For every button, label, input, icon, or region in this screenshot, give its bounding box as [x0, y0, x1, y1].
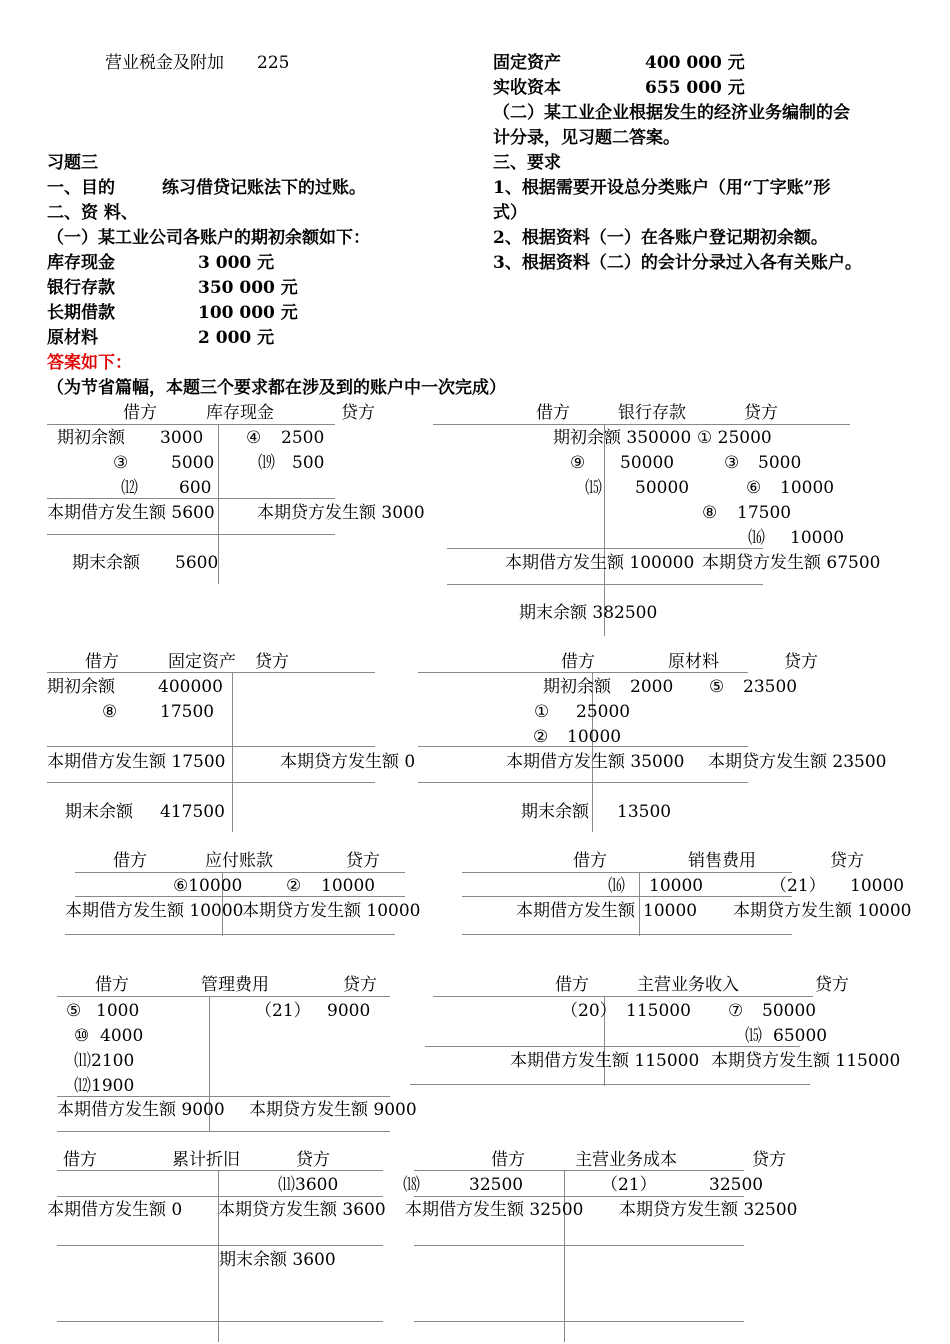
entry-ref: 期初余额	[47, 677, 115, 697]
entry-amount: 25000	[576, 702, 631, 722]
account-name: 管理费用	[201, 975, 269, 995]
account-name: 主营业务收入	[637, 975, 739, 995]
entry-ref: ③	[724, 453, 740, 473]
credit-label: 贷方	[815, 975, 849, 995]
credit-total: 本期贷方发生额 10000	[733, 901, 912, 921]
paid-in-capital-value: 655 000 元	[645, 78, 745, 98]
entry-ref: （20）	[561, 1001, 617, 1021]
debit-total: 本期借方发生额 0	[47, 1200, 183, 1220]
entry-ref: （21）	[770, 876, 826, 896]
t-account-balance-line	[410, 1084, 810, 1085]
credit-total: 本期贷方发生额 115000	[711, 1051, 901, 1071]
balance-name: 库存现金	[47, 253, 115, 273]
credit-total: 本期贷方发生额 10000	[242, 901, 421, 921]
entry-amount: 32500	[709, 1175, 764, 1195]
entry-amount: 17500	[737, 503, 792, 523]
t-account-balance-line	[418, 782, 748, 783]
account-name: 销售费用	[688, 851, 756, 871]
t-account-top-line	[47, 672, 375, 673]
entry-ref: ①	[534, 702, 550, 722]
entry-amount: 50000	[762, 1001, 817, 1021]
t-account-total-line	[57, 1096, 390, 1097]
entry-amount: 50000	[620, 453, 675, 473]
t-account-top-line	[57, 1170, 383, 1171]
balance-value: 3 000 元	[198, 253, 275, 273]
entry-ref: ⑦	[728, 1001, 744, 1021]
t-account-balance-line	[462, 934, 792, 935]
answer-label: 答案如下：	[47, 353, 132, 373]
t-account-bottom-line	[414, 1321, 744, 1322]
credit-label: 贷方	[784, 652, 818, 672]
answer-note: （为节省篇幅，本题三个要求都在涉及到的账户中一次完成）	[47, 378, 506, 398]
credit-total: 本期贷方发生额 3000	[257, 503, 425, 523]
t-account-balance-line	[47, 782, 375, 783]
paid-in-capital-label: 实收资本	[493, 78, 561, 98]
balance-value: 350 000 元	[198, 278, 298, 298]
entry-amount: 32500	[469, 1175, 524, 1195]
balance-name: 原材料	[47, 328, 98, 348]
entry-ref: ⑤	[66, 1001, 82, 1021]
entry-ref: ⑨	[570, 453, 586, 473]
t-account-top-line	[462, 872, 792, 873]
t-account-total-line	[447, 548, 763, 549]
entry-ref: ⑾3600	[278, 1175, 339, 1195]
entry-ref: ⒆	[258, 453, 275, 473]
t-account-divider	[639, 872, 640, 936]
entry-ref: ⑿1900	[74, 1076, 135, 1096]
note-line-2: 计分录，见习题二答案。	[493, 128, 680, 148]
entry-ref: ②	[533, 727, 549, 747]
entry-amount: 10000	[780, 478, 835, 498]
goal-text: 练习借贷记账法下的过账。	[162, 178, 366, 198]
credit-label: 贷方	[255, 652, 289, 672]
entry-ref: ⒂	[745, 1026, 762, 1046]
account-name: 主营业务成本	[575, 1150, 677, 1170]
entry-ref: ④	[246, 428, 262, 448]
entry-ref: ① 25000	[697, 428, 772, 448]
debit-label: 借方	[63, 1150, 97, 1170]
entry-amount: 1000	[96, 1001, 140, 1021]
debit-total: 本期借方发生额 100000	[505, 553, 695, 573]
debit-total: 本期借方发生额 10000	[65, 901, 244, 921]
t-account-balance-line	[65, 934, 395, 935]
entry-amount: 500	[292, 453, 325, 473]
tax-value: 225	[257, 53, 290, 73]
entry-amount: 10000	[790, 528, 845, 548]
entry-amount: 4000	[100, 1026, 144, 1046]
credit-label: 贷方	[744, 403, 778, 423]
entry-ref: ⑾2100	[74, 1051, 135, 1071]
account-name: 累计折旧	[172, 1150, 240, 1170]
credit-label: 贷方	[343, 975, 377, 995]
material-sub-1: （一）某工业公司各账户的期初余额如下：	[47, 228, 370, 248]
entry-ref: 期初余额 350000	[553, 428, 692, 448]
t-account-bottom-line	[57, 1321, 383, 1322]
entry-ref: ②	[286, 876, 302, 896]
entry-amount: 23500	[743, 677, 798, 697]
debit-label: 借方	[555, 975, 589, 995]
ending-balance-value: 13500	[617, 802, 672, 822]
account-name: 银行存款	[618, 403, 686, 423]
credit-label: 贷方	[346, 851, 380, 871]
ending-balance-value: 5600	[175, 553, 219, 573]
entry-ref: ⑧	[702, 503, 718, 523]
entry-ref: 期初余额	[57, 428, 125, 448]
debit-total: 本期借方发生额 17500	[47, 752, 226, 772]
ending-balance-label: 期末余额	[521, 802, 589, 822]
requirement-3: 3、根据资料（二）的会计分录过入各有关账户。	[493, 253, 862, 273]
debit-total: 本期借方发生额 115000	[510, 1051, 700, 1071]
entry-amount: 10000	[321, 876, 376, 896]
entry-ref: ⒃	[608, 876, 625, 896]
balance-name: 长期借款	[47, 303, 115, 323]
entry-amount: 17500	[160, 702, 215, 722]
entry-amount: 10000	[850, 876, 905, 896]
debit-total: 本期借方发生额 5600	[47, 503, 215, 523]
credit-label: 贷方	[752, 1150, 786, 1170]
entry-ref: ⑥	[746, 478, 762, 498]
t-account-total-line	[47, 746, 375, 747]
credit-total: 本期贷方发生额 9000	[249, 1100, 417, 1120]
credit-total: 本期贷方发生额 32500	[619, 1200, 798, 1220]
t-account-balance-line	[57, 1131, 390, 1132]
entry-amount: 3000	[160, 428, 204, 448]
debit-total: 本期借方发生额	[516, 901, 635, 921]
entry-ref: ⒃	[748, 528, 765, 548]
requirement-1-line-1: 1、根据需要开设总分类账户（用“丁字账”形	[493, 178, 831, 198]
entry-ref: ⑤	[709, 677, 725, 697]
credit-total: 本期贷方发生额 23500	[708, 752, 887, 772]
debit-total-value: 10000	[643, 901, 698, 921]
t-account-total-line	[462, 896, 792, 897]
debit-total: 本期借方发生额 32500	[405, 1200, 584, 1220]
entry-amount: 400000	[158, 677, 223, 697]
credit-label: 贷方	[341, 403, 375, 423]
entry-ref: ⑩	[74, 1026, 90, 1046]
t-account-top-line	[57, 996, 390, 997]
goal-label: 一、目的	[47, 178, 115, 198]
entry-amount: 50000	[635, 478, 690, 498]
entry-amount: 115000	[626, 1001, 691, 1021]
entry-amount: 2000	[630, 677, 674, 697]
entry-amount: 65000	[773, 1026, 828, 1046]
requirements-heading: 三、要求	[493, 153, 561, 173]
entry-amount: 10000	[649, 876, 704, 896]
entry-ref: ⒂	[585, 478, 602, 498]
credit-total: 本期贷方发生额 3600	[218, 1200, 386, 1220]
ending-balance-value: 417500	[160, 802, 225, 822]
entry-ref: 期初余额	[543, 677, 611, 697]
balance-value: 100 000 元	[198, 303, 298, 323]
entry-ref: ⑿	[121, 478, 138, 498]
tax-label: 营业税金及附加	[105, 53, 224, 73]
t-account-total-line	[47, 498, 335, 499]
debit-total: 本期借方发生额 35000	[506, 752, 685, 772]
entry-ref: ⑧	[102, 702, 118, 722]
entry-amount: 600	[179, 478, 212, 498]
credit-total: 本期贷方发生额 0	[280, 752, 416, 772]
t-account-balance-line	[47, 534, 335, 535]
t-account-top-line	[433, 996, 813, 997]
t-account-total-line	[57, 1196, 383, 1197]
debit-total: 本期借方发生额 9000	[57, 1100, 225, 1120]
entry-amount: 5000	[171, 453, 215, 473]
t-account-total-line	[75, 896, 405, 897]
materials-heading: 二、资 料、	[47, 203, 138, 223]
t-account-top-line	[433, 424, 850, 425]
note-line-1: （二）某工业企业根据发生的经济业务编制的会	[493, 103, 850, 123]
account-name: 固定资产	[168, 652, 236, 672]
debit-label: 借方	[561, 652, 595, 672]
t-account-total-line	[414, 1196, 744, 1197]
debit-label: 借方	[536, 403, 570, 423]
t-account-balance-line	[447, 584, 763, 585]
ending-balance: 期末余额 3600	[219, 1250, 336, 1270]
t-account-total-line	[418, 746, 748, 747]
t-account-balance-line	[57, 1245, 383, 1246]
ending-balance-label: 期末余额	[72, 553, 140, 573]
t-account-divider	[232, 672, 233, 832]
exercise-title: 习题三	[47, 153, 98, 173]
credit-label: 贷方	[296, 1150, 330, 1170]
t-account-top-line	[418, 672, 748, 673]
entry-ref: （21）	[255, 1001, 311, 1021]
t-account-top-line	[414, 1170, 744, 1171]
entry-amount: 10000	[567, 727, 622, 747]
t-account-top-line	[47, 424, 335, 425]
entry-ref: ⑥10000	[173, 876, 243, 896]
requirement-1-line-2: 式）	[493, 203, 527, 223]
entry-ref: ⒅	[403, 1175, 420, 1195]
debit-label: 借方	[123, 403, 157, 423]
requirement-2: 2、根据资料（一）在各账户登记期初余额。	[493, 228, 828, 248]
debit-label: 借方	[573, 851, 607, 871]
entry-amount: 2500	[281, 428, 325, 448]
account-name: 原材料	[668, 652, 719, 672]
t-account-total-line	[425, 1046, 800, 1047]
t-account-balance-line	[414, 1245, 744, 1246]
ending-balance: 期末余额 382500	[519, 603, 658, 623]
ending-balance-label: 期末余额	[65, 802, 133, 822]
credit-total: 本期贷方发生额 67500	[702, 553, 881, 573]
debit-label: 借方	[95, 975, 129, 995]
entry-amount: 9000	[327, 1001, 371, 1021]
t-account-top-line	[75, 872, 405, 873]
fixed-assets-label: 固定资产	[493, 53, 561, 73]
debit-label: 借方	[491, 1150, 525, 1170]
entry-amount: 5000	[758, 453, 802, 473]
debit-label: 借方	[113, 851, 147, 871]
balance-name: 银行存款	[47, 278, 115, 298]
account-name: 应付账款	[205, 851, 273, 871]
entry-ref: （21）	[601, 1175, 657, 1195]
debit-label: 借方	[85, 652, 119, 672]
entry-ref: ③	[113, 453, 129, 473]
balance-value: 2 000 元	[198, 328, 275, 348]
credit-label: 贷方	[830, 851, 864, 871]
fixed-assets-value: 400 000 元	[645, 53, 745, 73]
account-name: 库存现金	[206, 403, 274, 423]
